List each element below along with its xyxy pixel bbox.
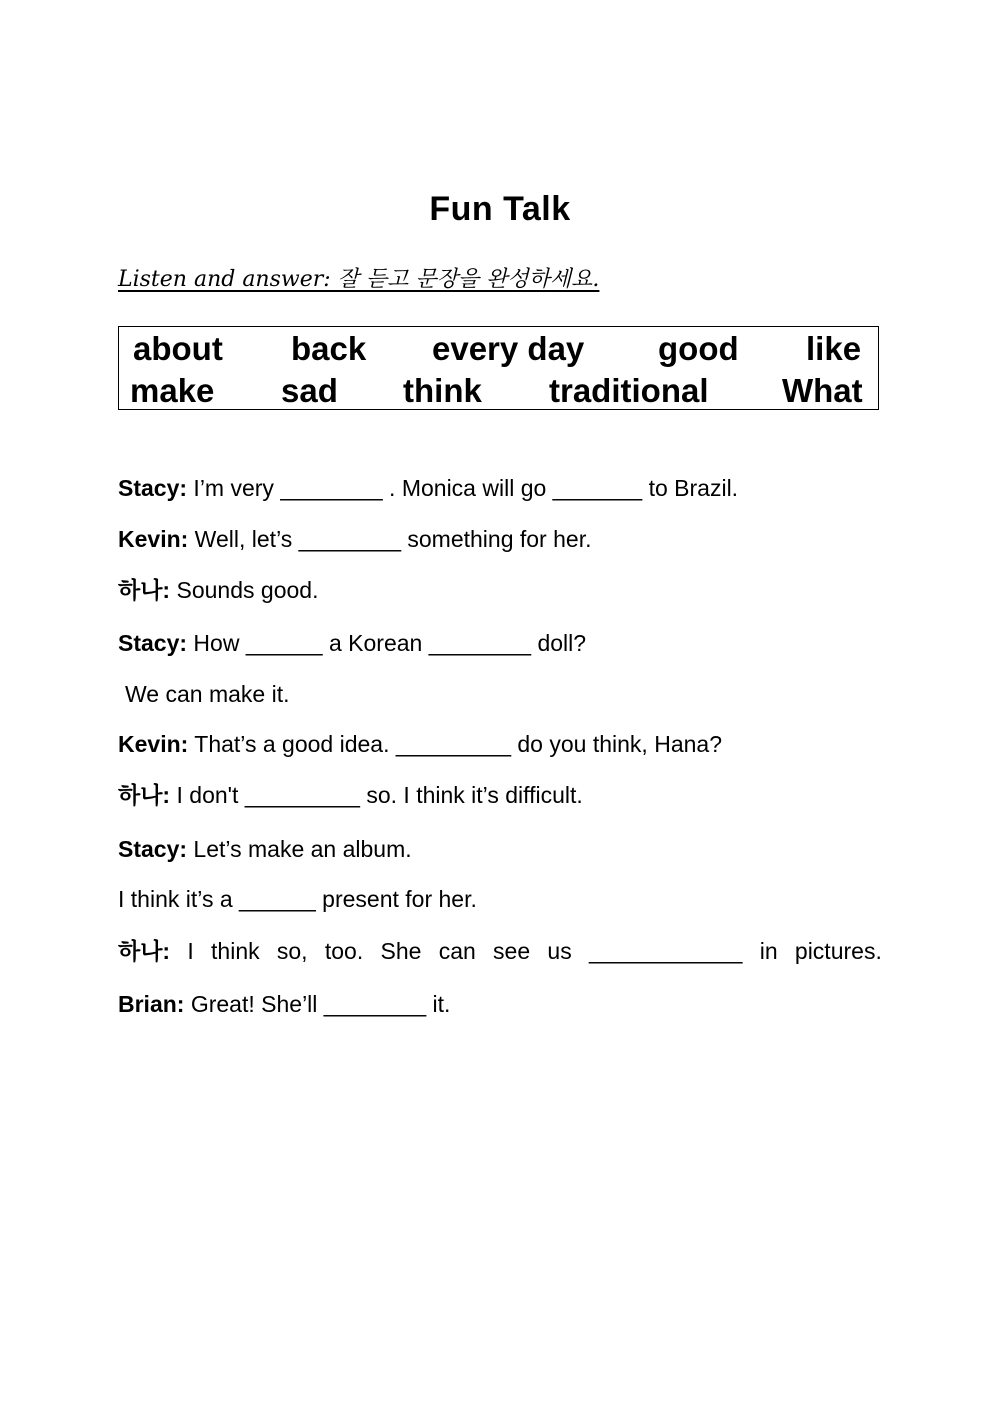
line-text: We can make it. <box>125 681 290 707</box>
line-word: in <box>759 938 778 964</box>
dialogue-line <box>118 888 477 911</box>
speaker-label: Stacy: <box>118 836 188 862</box>
dialogue-line <box>118 784 583 807</box>
speaker-label: Stacy: <box>118 475 188 501</box>
line-word: can <box>438 938 476 964</box>
dialogue-line <box>118 940 882 963</box>
speaker-label: Kevin: <box>118 731 189 757</box>
dialogue-line <box>125 683 289 706</box>
line-word: see <box>493 938 531 964</box>
word-bank-item: good <box>658 330 739 367</box>
speaker-label: Kevin: <box>118 526 189 552</box>
dialogue-line <box>118 733 722 756</box>
line-word: too. <box>324 938 364 964</box>
dialogue-line <box>118 528 591 551</box>
answer-blank: ____________ <box>588 938 743 964</box>
line-text: I don't _________ so. I think it’s difficult. <box>170 782 583 808</box>
word-bank-item: about <box>133 330 223 367</box>
word-bank-item: every day <box>432 330 585 367</box>
line-word: She <box>380 938 422 964</box>
line-text: Great! She’ll ________ it. <box>184 991 451 1017</box>
line-text: Well, let’s ________ something for her. <box>188 526 592 552</box>
line-text: That’s a good idea. _________ do you think, Hana? <box>188 731 722 757</box>
word-bank-item: make <box>130 372 215 409</box>
word-bank-item: like <box>806 330 862 367</box>
dialogue-line <box>118 993 450 1016</box>
line-text: I’m very ________ . Monica will go _______ to Brazil. <box>187 475 739 501</box>
dialogue-line <box>118 579 318 602</box>
line-word: pictures. <box>794 938 882 964</box>
instruction: Listen and answer: 잘 듣고 문장을 완성하세요. <box>118 267 600 292</box>
line-text: Sounds good. <box>170 577 319 603</box>
dialogue-line <box>118 632 586 655</box>
speaker-label: 하나: <box>118 782 171 808</box>
line-word: us <box>547 938 572 964</box>
word-bank-item: What <box>782 372 863 409</box>
word-bank-item: back <box>291 330 367 367</box>
line-word: think <box>211 938 260 964</box>
word-bank-item: traditional <box>549 372 709 409</box>
speaker-label: 하나: <box>118 577 171 603</box>
dialogue-line <box>118 477 738 500</box>
line-text: Let’s make an album. <box>187 836 412 862</box>
line-word: I <box>187 938 194 964</box>
dialogue-line <box>118 838 412 861</box>
speaker-label: 하나: <box>118 938 171 964</box>
speaker-label: Stacy: <box>118 630 188 656</box>
speaker-label: Brian: <box>118 991 185 1017</box>
line-text: I think it’s a ______ present for her. <box>118 886 477 912</box>
page-title: Fun Talk <box>429 190 571 228</box>
word-bank-item: sad <box>281 372 338 409</box>
line-word: so, <box>276 938 308 964</box>
word-bank-item: think <box>403 372 482 409</box>
line-text: How ______ a Korean ________ doll? <box>187 630 587 656</box>
